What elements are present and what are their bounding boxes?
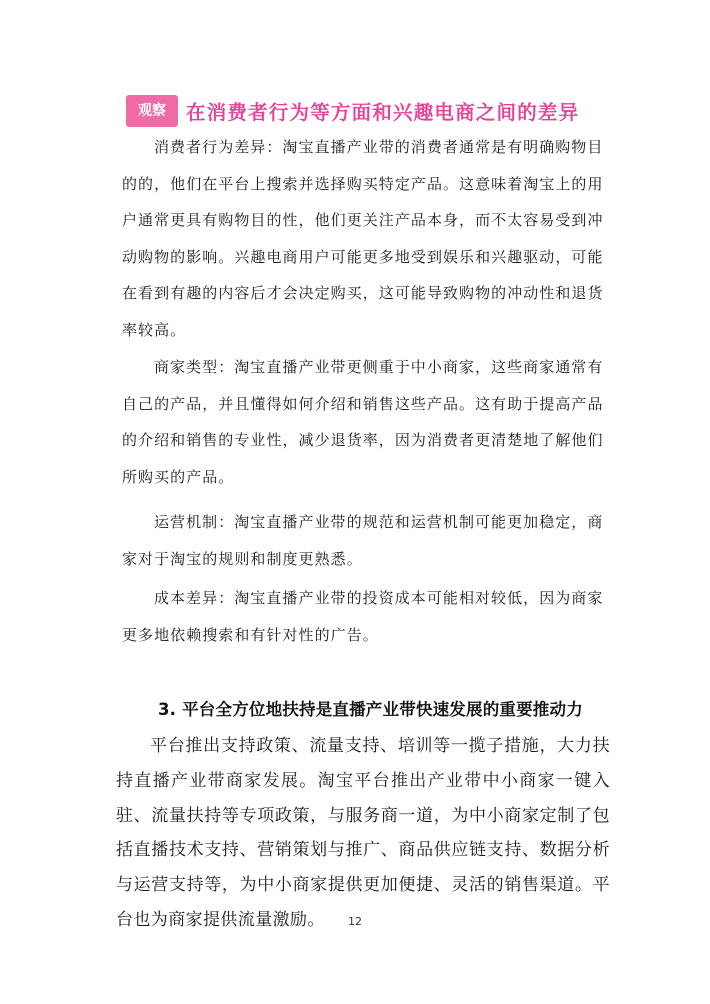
merchant-type-paragraph: 商家类型：淘宝直播产业带更侧重于中小商家，这些商家通常有自己的产品，并且懂得如何介绍和销售这些产品。这有助于提高产品的介绍和销售的专业性，减少退货率，因为消费者更清楚地了解他们所购买的产品。 — [122, 358, 604, 486]
cost-difference-paragraph: 成本差异：淘宝直播产业带的投资成本可能相对较低，因为商家更多地依赖搜索和有针对性的广告。 — [122, 589, 604, 644]
observation-heading — [126, 94, 579, 128]
section-heading: 3. 平台全方位地扶持是直播产业带快速发展的重要推动力 — [158, 700, 583, 719]
page-number: 12 — [348, 915, 362, 928]
section-body-paragraph: 平台推出支持政策、流量支持、培训等一揽子措施，大力扶持直播产业带商家发展。淘宝平台推出产业带中小商家一键入驻、流量扶持等专项政策，与服务商一道，为中小商家定制了包括直播技术支持、营销策划与推广、商品供应链支持、数据分析与运营支持等，为中小商家提供更加便捷、灵活的销售渠道。平台也为商家提供流量激励。 — [116, 736, 610, 930]
operation-mechanism-paragraph: 运营机制：淘宝直播产业带的规范和运营机制可能更加稳定，商家对于淘宝的规则和制度更熟悉。 — [122, 513, 604, 568]
observation-badge: 观察 — [126, 95, 178, 127]
consumer-behavior-paragraph: 消费者行为差异：淘宝直播产业带的消费者通常是有明确购物目的的，他们在平台上搜索并选择购买特定产品。这意味着淘宝上的用户通常更具有购物目的性，他们更关注产品本身，而不太容易受到冲动购物的影响。兴趣电商用户可能更多地受到娱乐和兴趣驱动，可能在看到有趣的内容后才会决定购买，这可能导致购物的冲动性和退货率较高。 — [122, 138, 604, 339]
observation-title: 在消费者行为等方面和兴趣电商之间的差异 — [186, 101, 580, 124]
